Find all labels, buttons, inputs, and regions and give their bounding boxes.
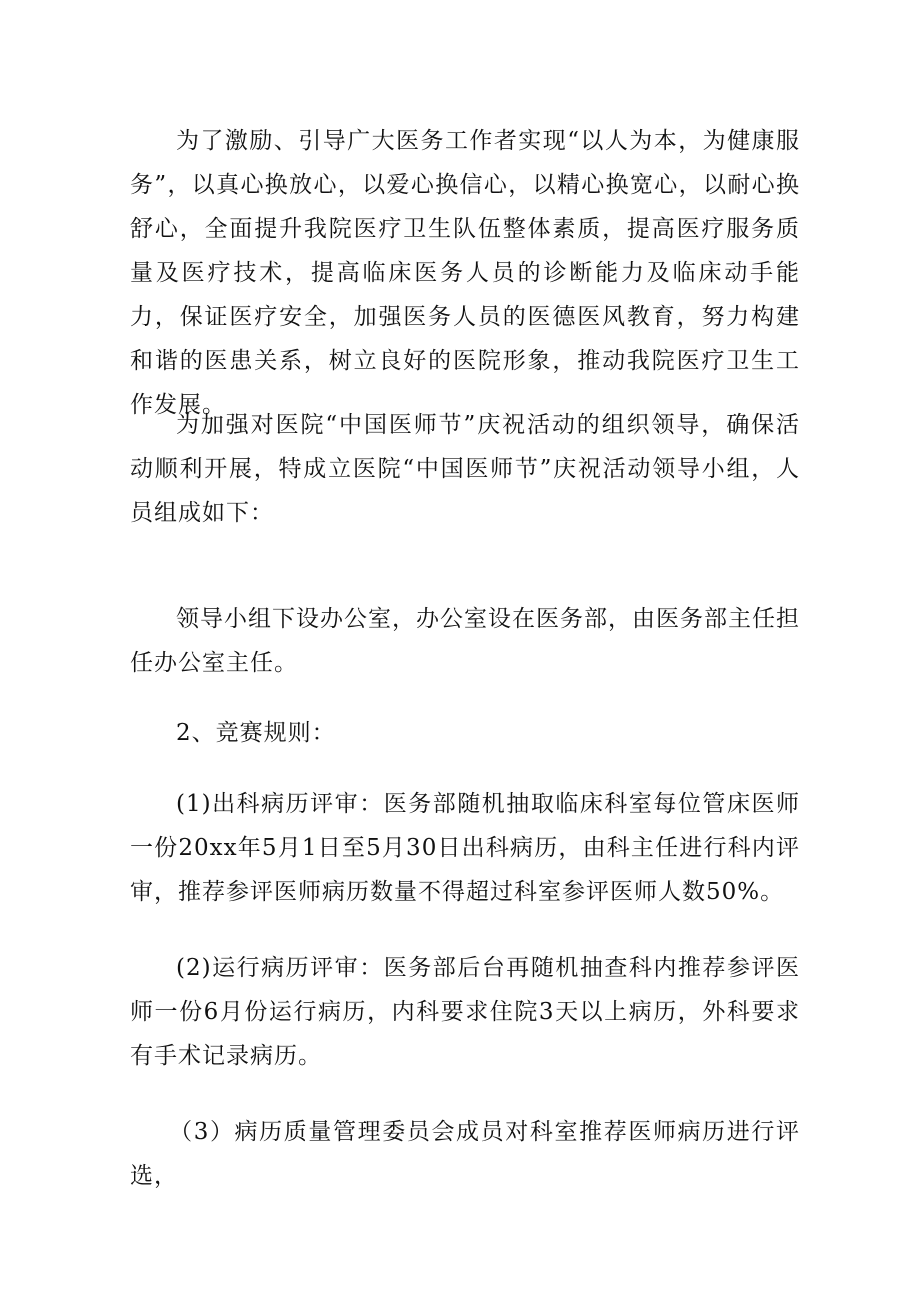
rule-item-1: (1)出科病历评审：医务部随机抽取临床科室每位管床医师一份20xx年5月1日至5月30日出科病历，由科主任进行科内评审，推荐参评医师病历数量不得超过科室参评医师人数50%。 [130, 791, 800, 905]
paragraph-purpose: 为了激励、引导广大医务工作者实现“以人为本，为健康服务”，以真心换放心，以爱心换信心，以精心换宽心，以耐心换舒心，全面提升我院医疗卫生队伍整体素质，提高医疗服务质量及医疗技术，提高临床医务人员的诊断能力及临床动手能力，保证医疗安全，加强医务人员的医德医风教育，努力构建和谐的医患关系，树立良好的医院形象，推动我院医疗卫生工作发展。 [130, 128, 800, 418]
rule-item-2: (2)运行病历评审：医务部后台再随机抽查科内推荐参评医师一份6月份运行病历，内科要求住院3天以上病历，外科要求有手术记录病历。 [130, 955, 800, 1069]
paragraph-office: 领导小组下设办公室，办公室设在医务部，由医务部主任担任办公室主任。 [130, 606, 800, 676]
paragraph-leadership-group: 为加强对医院“中国医师节”庆祝活动的组织领导，确保活动顺利开展，特成立医院“中国医师节”庆祝活动领导小组，人员组成如下： [130, 412, 800, 526]
rule-item-3: （3）病历质量管理委员会成员对科室推荐医师病历进行评选， [130, 1119, 800, 1189]
section-heading-rules: 2、竞赛规则： [176, 720, 336, 746]
